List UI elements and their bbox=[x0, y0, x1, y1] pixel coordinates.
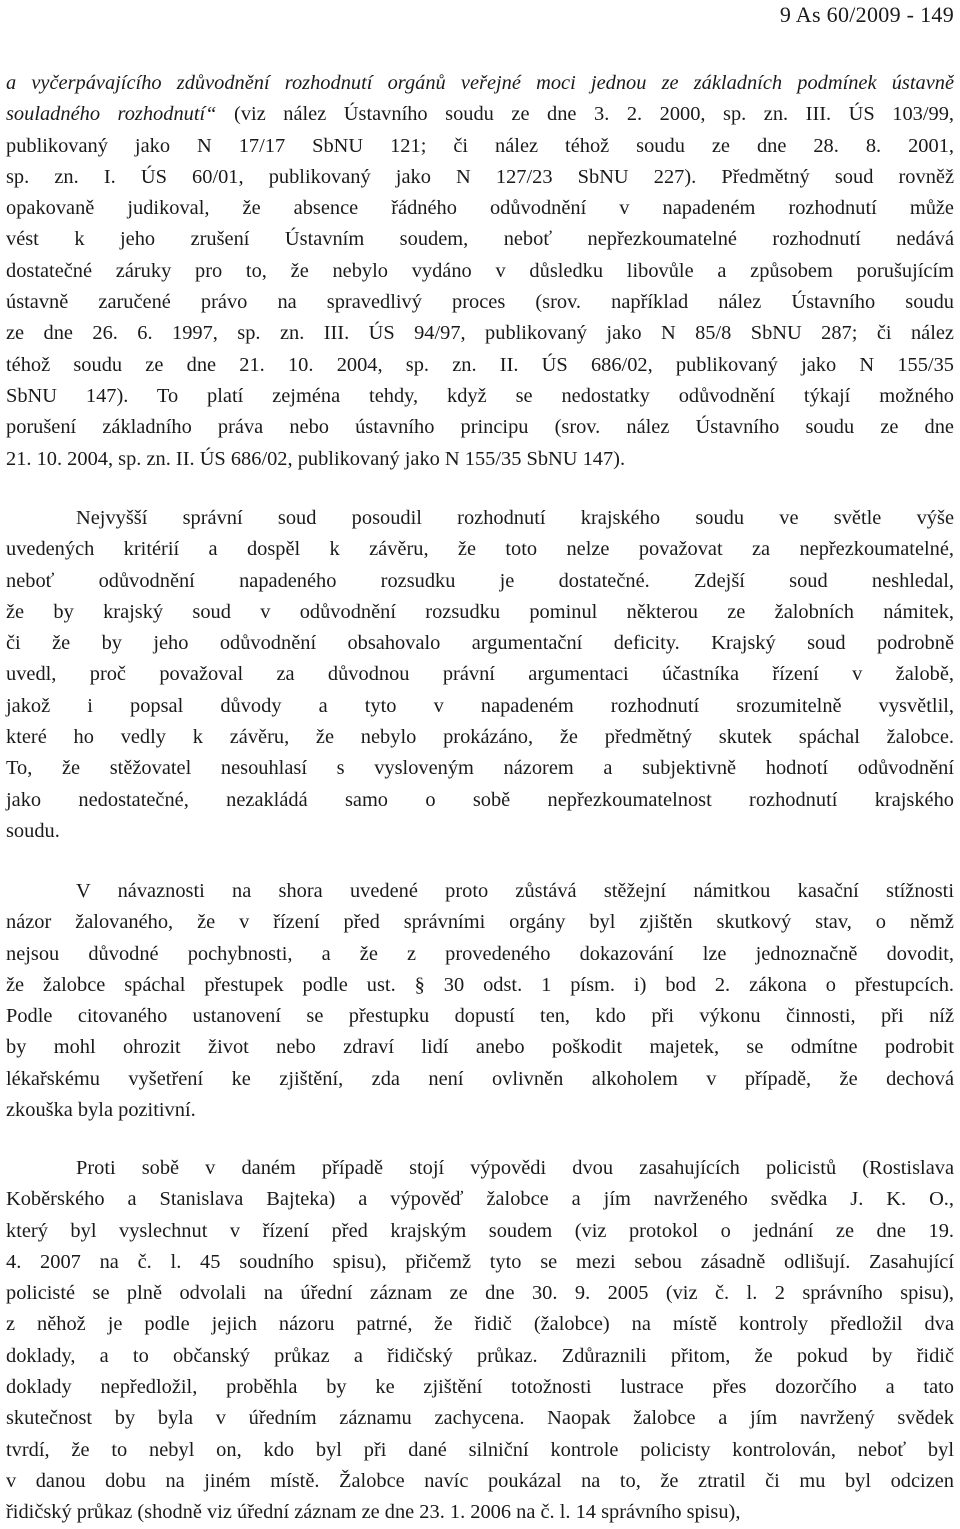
text-line: které ho vedly k závěru, že nebylo prokázáno, že předmětný skutek spáchal žalobce. bbox=[6, 726, 954, 749]
text-line: neboť odůvodnění napadeného rozsudku je dostatečné. Zdejší soud neshledal, bbox=[6, 569, 954, 592]
page-header: 9 As 60/2009 - 149 bbox=[779, 2, 954, 27]
text-line: či že by jeho odůvodnění obsahovalo argumentační deficity. Krajský soud podrobně bbox=[6, 632, 954, 655]
text-line: SbNU 147). To platí zejména tehdy, když se nedostatky odůvodnění týkají možného bbox=[6, 384, 954, 407]
text-line: dostatečné záruky pro to, že nebylo vydáno v důsledku libovůle a způsobem porušujícím bbox=[6, 259, 954, 282]
text-line: Koběrského a Stanislava Bajteka) a výpověď žalobce a jím navrženého svědka J. K. O., bbox=[6, 1188, 954, 1211]
text-line: v danou dobu na jiném místě. Žalobce navíc poukázal na to, že ztratil či mu byl odcizen bbox=[6, 1469, 954, 1492]
text-line: který byl vyslechnut v řízení před krajským soudem (viz protokol o jednání ze dne 19. bbox=[6, 1219, 954, 1242]
text-line: porušení základního práva nebo ústavního principu (srov. nález Ústavního soudu ze dne bbox=[6, 416, 954, 439]
text-line: uvedl, proč považoval za důvodnou právní argumentaci účastníka řízení v žalobě, bbox=[6, 663, 954, 686]
text-line: jako nedostatečné, nezakládá samo o sobě nepřezkoumatelnost rozhodnutí krajského bbox=[6, 788, 954, 811]
text-line: opakovaně judikoval, že absence řádného odůvodnění v napadeném rozhodnutí může bbox=[6, 197, 954, 220]
paragraph-4 bbox=[6, 1153, 954, 1529]
text-line: že by krajský soud v odůvodnění rozsudku pominul některou ze žalobních námitek, bbox=[6, 600, 954, 623]
text-line: publikovaný jako N 17/17 SbNU 121; či nález téhož soudu ze dne 28. 8. 2001, bbox=[6, 134, 954, 157]
text-line: řidičský průkaz (shodně viz úřední záznam ze dne 23. 1. 2006 na č. l. 14 správního spisu), bbox=[6, 1501, 741, 1524]
text-line: a vyčerpávajícího zdůvodnění rozhodnutí orgánů veřejné moci jednou ze základních podmínek ústavně bbox=[6, 72, 954, 94]
paragraph-1 bbox=[6, 68, 954, 475]
text-line: 21. 10. 2004, sp. zn. II. ÚS 686/02, publikovaný jako N 155/35 SbNU 147). bbox=[6, 447, 626, 470]
text-line: Nejvyšší správní soud posoudil rozhodnutí krajského soudu ve světle výše bbox=[76, 507, 954, 529]
paragraph-3 bbox=[6, 876, 954, 1126]
text-line: soudu. bbox=[6, 819, 60, 842]
text-line: V návaznosti na shora uvedené proto zůstává stěžejní námitkou kasační stížnosti bbox=[76, 880, 954, 902]
text-line: zkouška byla pozitivní. bbox=[6, 1099, 196, 1122]
text-line: ústavně zaručené právo na spravedlivý proces (srov. například nález Ústavního soudu bbox=[6, 291, 954, 314]
text-line: doklady, a to občanský průkaz a řidičský průkaz. Zdůraznili přitom, že pokud by řidič bbox=[6, 1344, 954, 1367]
text-line: Proti sobě v daném případě stojí výpovědi dvou zasahujících policistů (Rostislava bbox=[76, 1157, 954, 1179]
text-line: jakož i popsal důvody a tyto v napadeném rozhodnutí srozumitelně vysvětlil, bbox=[6, 694, 954, 717]
text-line: vést k jeho zrušení Ústavním soudem, neboť nepřezkoumatelné rozhodnutí nedává bbox=[6, 228, 954, 251]
text-line: by mohl ohrozit život nebo zdraví lidí anebo poškodit majetek, se odmítne podrobit bbox=[6, 1036, 954, 1059]
text-line: sp. zn. I. ÚS 60/01, publikovaný jako N 127/23 SbNU 227). Předmětný soud rovněž bbox=[6, 165, 954, 188]
paragraph-2 bbox=[6, 503, 954, 847]
text-line: téhož soudu ze dne 21. 10. 2004, sp. zn. II. ÚS 686/02, publikovaný jako N 155/35 bbox=[6, 353, 954, 376]
text-line: nejsou důvodné pochybnosti, a že z provedeného dokazování lze jednoznačně dovodit, bbox=[6, 942, 954, 965]
text-line: 4. 2007 na č. l. 45 soudního spisu), přičemž tyto se mezi sebou zásadně odlišují. Zasahující bbox=[6, 1250, 954, 1273]
text-line: tvrdí, že to nebyl on, kdo byl při dané silniční kontrole policisty kontrolován, neboť byl bbox=[6, 1438, 954, 1461]
text-line: názor žalovaného, že v řízení před správními orgány byl zjištěn skutkový stav, o němž bbox=[6, 911, 954, 934]
text-line: Podle citovaného ustanovení se přestupku dopustí ten, kdo při výkonu činnosti, při níž bbox=[6, 1005, 954, 1028]
text-line: souladného rozhodnutí“ (viz nález Ústavního soudu ze dne 3. 2. 2000, sp. zn. III. ÚS 103/99, bbox=[6, 103, 954, 126]
text-line: To, že stěžovatel nesouhlasí s vysloveným názorem a subjektivně hodnotí odůvodnění bbox=[6, 757, 954, 780]
text-line: lékařskému vyšetření ke zjištění, zda není ovlivněn alkoholem v případě, že dechová bbox=[6, 1067, 954, 1090]
text-line: skutečnost by byla v úředním záznamu zachycena. Naopak žalobce a jím navržený svědek bbox=[6, 1407, 954, 1430]
text-line: uvedených kritérií a dospěl k závěru, že toto nelze považovat za nepřezkoumatelné, bbox=[6, 538, 954, 561]
text-line: z něhož je podle jejich názoru patrné, že řidič (žalobce) na místě kontroly předložil dva bbox=[6, 1313, 954, 1336]
text-line: že žalobce spáchal přestupek podle ust. § 30 odst. 1 písm. i) bod 2. zákona o přestupcích. bbox=[6, 973, 954, 996]
text-line: policisté se plně odvolali na úřední záznam ze dne 30. 9. 2005 (viz č. l. 2 správního spisu), bbox=[6, 1282, 954, 1305]
text-line: doklady nepředložil, proběhla by ke zjištění totožnosti lustrace přes dozorčího a tato bbox=[6, 1376, 954, 1399]
text-line: ze dne 26. 6. 1997, sp. zn. III. ÚS 94/97, publikovaný jako N 85/8 SbNU 287; či nález bbox=[6, 322, 954, 345]
